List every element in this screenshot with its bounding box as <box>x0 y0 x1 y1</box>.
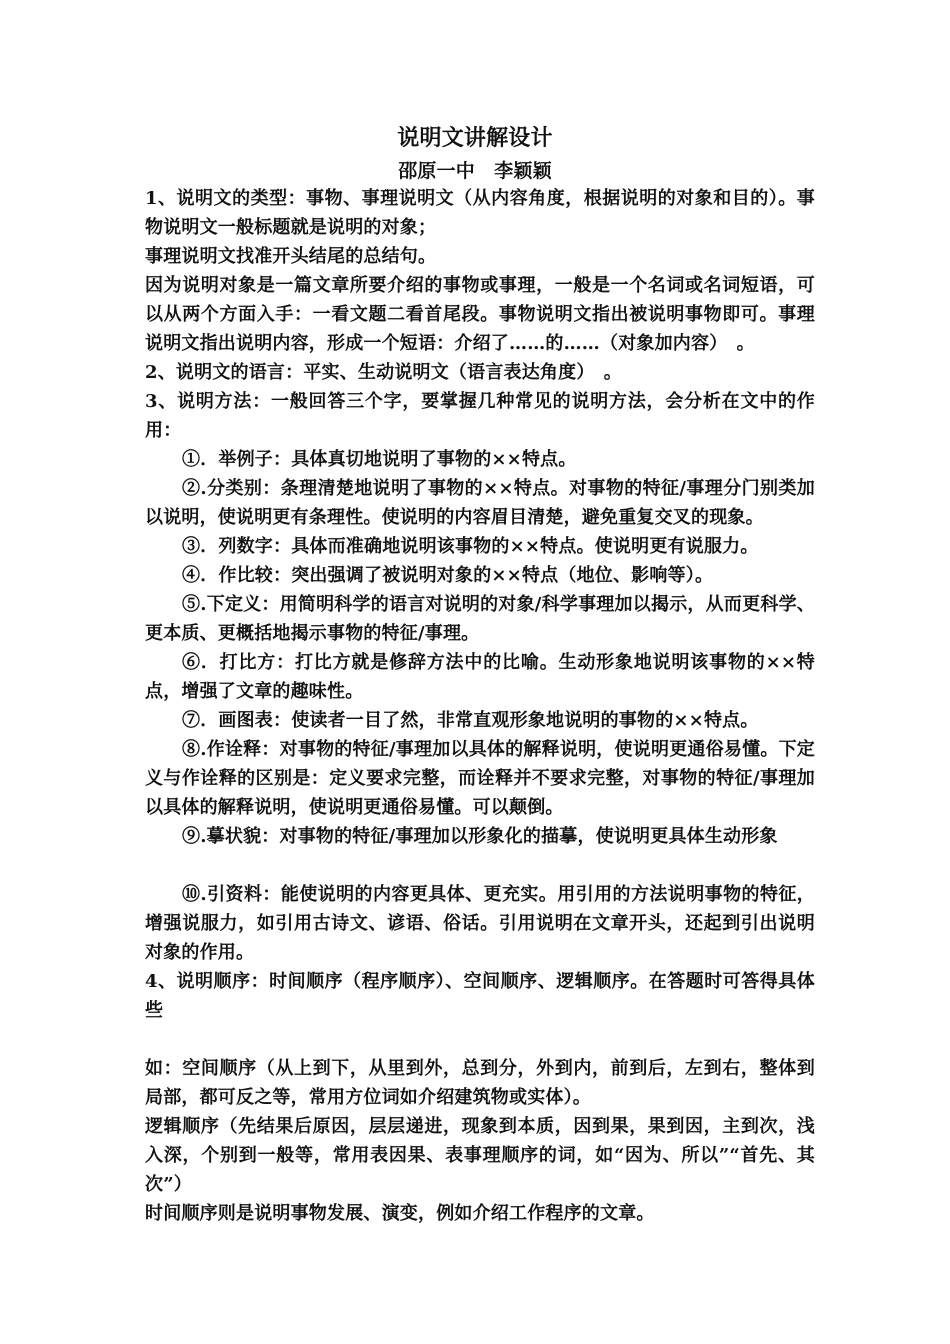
method-chart: ⑦．画图表：使读者一目了然，非常直观形象地说明的事物的××特点。 <box>182 710 759 731</box>
paragraph-methods: 3、说明方法：一般回答三个字，要掌握几种常见的说明方法，会分析在文中的作用： <box>145 391 815 441</box>
paragraph-type-2: 事理说明文找准开头结尾的总结句。 <box>145 246 437 267</box>
method-example: ①．举例子：具体真切地说明了事物的××特点。 <box>182 449 577 470</box>
method-compare: ④．作比较：突出强调了被说明对象的××特点（地位、影响等）。 <box>182 565 714 586</box>
method-classify: ②.分类别：条理清楚地说明了事物的××特点。对事物的特征/事理分门别类加以说明，使说明更有条理性。使说明的内容眉目清楚，避免重复交叉的现象。 <box>145 478 815 528</box>
document-title: 说明文讲解设计 <box>397 125 553 151</box>
paragraph-order: 4、说明顺序：时间顺序（程序顺序）、空间顺序、逻辑顺序。在答题时可答得具体些 <box>145 971 815 1021</box>
order-spatial: 如：空间顺序（从上到下，从里到外，总到分，外到内，前到后，左到右，整体到局部，都可反之等，常用方位词如介绍建筑物或实体）。 <box>145 1058 815 1108</box>
method-explain: ⑧.作诠释：对事物的特征/事理加以具体的解释说明，使说明更通俗易懂。下定义与作诠释的区别是：定义要求完整，而诠释并不要求完整，对事物的特征/事理加以具体的解释说明，使说明更通俗易懂。可以颠倒。 <box>145 739 815 818</box>
order-time: 时间顺序则是说明事物发展、演变，例如介绍工作程序的文章。 <box>145 1203 655 1224</box>
paragraph-type: 1、说明文的类型：事物、事理说明文（从内容角度，根据说明的对象和目的）。事物说明文一般标题就是说明的对象； <box>145 188 815 238</box>
method-quote: ⑩.引资料：能使说明的内容更具体、更充实。用引用的方法说明事物的特征，增强说服力，如引用古诗文、谚语、俗话。引用说明在文章开头，还起到引出说明对象的作用。 <box>145 884 815 963</box>
paragraph-object: 因为说明对象是一篇文章所要介绍的事物或事理，一般是一个名词或名词短语，可以从两个方面入手：一看文题二看首尾段。事物说明文指出被说明事物即可。事理说明文指出说明内容，形成一个短语：介绍了……的……（对象加内容） 。 <box>145 275 815 354</box>
order-logical: 逻辑顺序（先结果后原因，层层递进，现象到本质，因到果，果到因，主到次，浅入深，个别到一般等，常用表因果、表事理顺序的词，如“因为、所以”“首先、其次”） <box>145 1116 815 1195</box>
document-body <box>145 184 815 1228</box>
method-analogy: ⑥．打比方：打比方就是修辞方法中的比喻。生动形象地说明该事物的××特点，增强了文章的趣味性。 <box>145 652 815 702</box>
method-define: ⑤.下定义：用简明科学的语言对说明的对象/科学事理加以揭示，从而更科学、更本质、更概括地揭示事物的特征/事理。 <box>145 594 815 644</box>
method-describe: ⑨.摹状貌：对事物的特征/事理加以形象化的描摹，使说明更具体生动形象 <box>182 826 778 847</box>
document-author-line: 邵原一中 李颖颖 <box>398 160 552 182</box>
method-numbers: ③．列数字：具体而准确地说明该事物的××特点。使说明更有说服力。 <box>182 536 759 557</box>
paragraph-language: 2、说明文的语言：平实、生动说明文（语言表达角度） 。 <box>145 362 622 383</box>
